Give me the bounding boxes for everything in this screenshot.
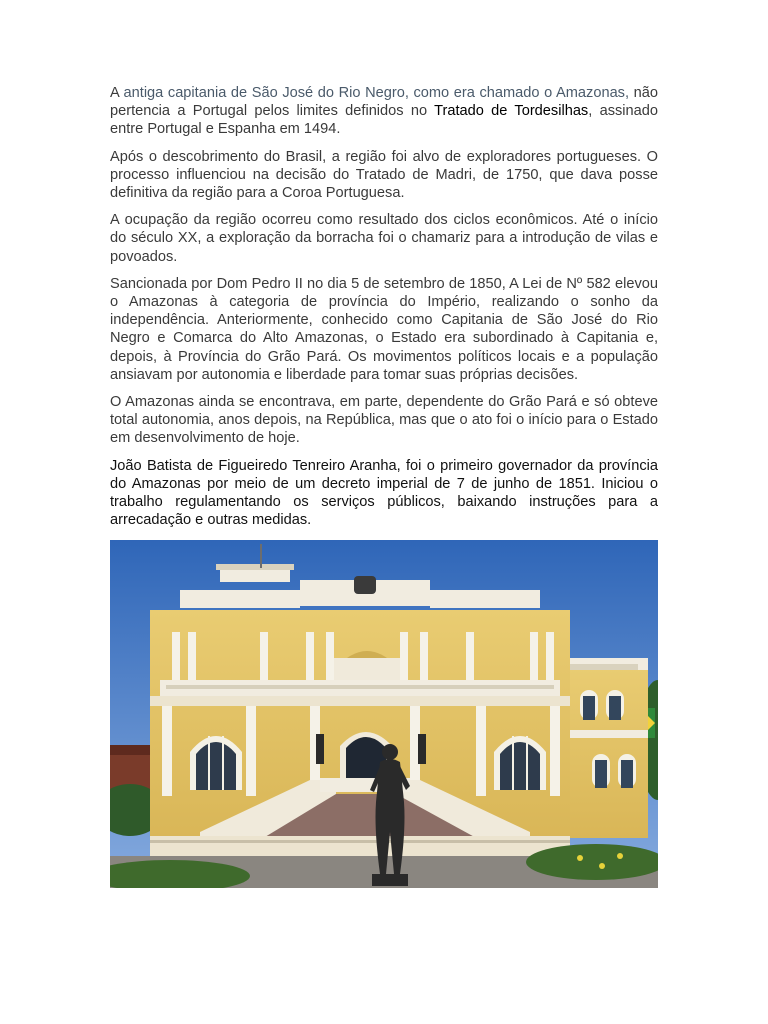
paragraph-3: A ocupação da região ocorreu como resultado dos ciclos econômicos. Até o início do século XX, a exploração da borracha foi o chamariz para a introdução de vilas e povoados. (110, 212, 658, 265)
right-window (494, 736, 546, 790)
paragraph-6: João Batista de Figueiredo Tenreiro Aranha, foi o primeiro governador da província do Amazonas por meio de um decreto imperial de 7 de junho de 1851. Iniciou o trabalho regulamentando os serviços públicos, baixando instruções para a arrecadação e outras medidas. (110, 457, 658, 529)
tordesilhas-link-text: Tratado de Tordesilhas (434, 103, 589, 120)
palace-photo (110, 540, 658, 888)
paragraph-4: Sancionada por Dom Pedro II no dia 5 de setembro de 1850, A Lei de Nº 582 elevou o Amazonas à categoria de província do Império, realizando o sonho da independência. Anteriormente, conhecido como Capitania de São José do Rio Negro e Comarca do Alto Amazonas, o Estado era subordinado à Capitania e, depois, à Província do Grão Pará. Os movimentos políticos locais e a população ansiavam por autonomia e liberdade para tomar suas próprias decisões. (110, 275, 658, 383)
paragraph-2: Após o descobrimento do Brasil, a região foi alvo de exploradores portugueses. O processo influenciou na decisão do Tratado de Madri, de 1750, que dava posse definitiva da região para a Coroa Portuguesa. (110, 148, 658, 202)
paragraph-1: A antiga capitania de São José do Rio Negro, como era chamado o Amazonas, não pertencia a Portugal pelos limites definidos no Tratado de Tordesilhas, assinado entre Portugal e Espanha em 1494. (110, 85, 658, 138)
left-window (190, 736, 242, 790)
paragraph-5: O Amazonas ainda se encontrava, em parte, dependente do Grão Pará e só obteve total autonomia, anos depois, na República, mas que o ato foi o início para o Estado em desenvolvimento de hoje. (110, 394, 658, 447)
highlighted-text: antiga capitania de São José do Rio Negro, como era chamado o Amazonas, (123, 85, 630, 101)
crest (354, 576, 376, 594)
document-body (110, 84, 658, 888)
